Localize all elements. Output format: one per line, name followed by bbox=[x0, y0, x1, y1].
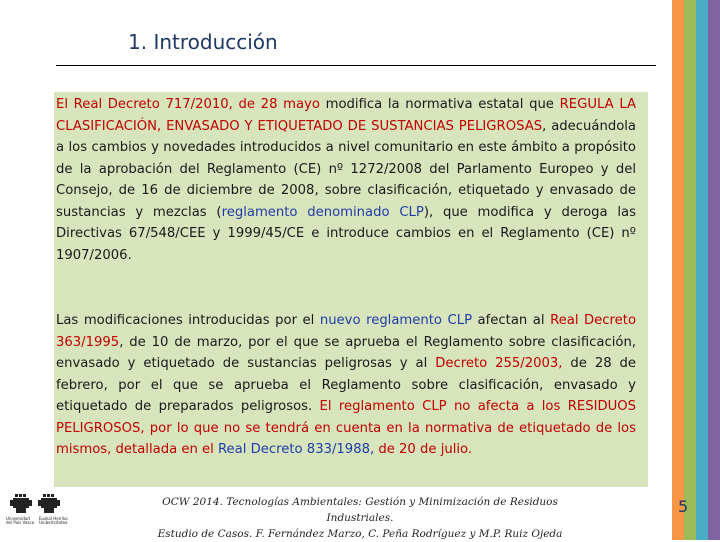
p2-decree-ref: Decreto 255/2003, bbox=[435, 356, 563, 371]
p1-caps-emphasis: REGULA LA CLASIFICACIÓN, ENVASADO Y ETIQUETADO DE SUSTANCIAS PELIGROSAS bbox=[56, 97, 636, 134]
p2-emphasis: de 20 de julio. bbox=[374, 442, 473, 457]
footer-line-1: OCW 2014. Tecnologías Ambientales: Gestión y Minimización de Residuos Industriales. bbox=[162, 496, 558, 524]
p1-decree-ref: El Real Decreto 717/2010, de 28 mayo bbox=[56, 97, 320, 112]
p2-emphasis: El reglamento CLP no afecta a los RESIDUOS PELIGROSOS, por lo que no se tendrá en cuenta en la normativa de etiquetado de los mismos, detallada en el bbox=[56, 399, 637, 457]
p2-text: afectan al bbox=[472, 313, 551, 328]
stripe-orange bbox=[672, 0, 684, 540]
page-number: 5 bbox=[678, 497, 689, 516]
slide-title: 1. Introducción bbox=[128, 30, 278, 54]
p2-decree-ref: Real Decreto 363/1995 bbox=[56, 313, 637, 350]
stripe-green bbox=[684, 0, 696, 540]
decorative-stripes bbox=[672, 0, 720, 540]
university-logo-icon bbox=[4, 492, 84, 530]
svg-text:Euskal HerrikoUnibertsitatea: Euskal Herriko Unibertsitatea bbox=[39, 516, 68, 525]
paragraph-2 bbox=[56, 310, 636, 461]
stripe-blue bbox=[696, 0, 708, 540]
p2-text: Las modificaciones introducidas por el bbox=[56, 313, 320, 328]
university-logo bbox=[4, 492, 84, 530]
p2-decree-ref: Real Decreto 833/1988, bbox=[217, 442, 375, 457]
title-divider bbox=[56, 65, 656, 66]
stripe-purple bbox=[708, 0, 720, 540]
p1-clp-ref: reglamento denominado CLP bbox=[221, 204, 424, 220]
footer-line-2: Estudio de Casos. F. Fernández Marzo, C. Peña Rodríguez y M.P. Ruiz Ojeda bbox=[157, 528, 563, 540]
p1-text: , adecuándola a los cambios y novedades introducidos a nivel comunitario en este ámbito a propósito de la aprobación del Reglamento (CE) nº 1272/2008 del Parlamento Europeo y del Consejo, de 16 de diciembre de 2008, sobre clasificación, etiquetado y envasado de sustancias y mezclas ( bbox=[56, 118, 637, 220]
p2-text: , de 10 de marzo, por el que se aprueba el Reglamento sobre clasificación, envasado y etiquetado de sustancias peligrosas y al bbox=[56, 334, 636, 371]
p1-text: modifica la normativa estatal que bbox=[319, 97, 560, 112]
svg-text:Universidaddel País Vasco: Universidad del País Vasco bbox=[6, 516, 35, 525]
footer-citation bbox=[140, 494, 580, 542]
p1-text: ), que modifica y deroga las Directivas 67/548/CEE y 1999/45/CE e introduce cambios en el Reglamento (CE) nº 1907/2006. bbox=[56, 204, 636, 263]
p2-clp-ref: nuevo reglamento CLP bbox=[319, 313, 473, 328]
paragraph-1 bbox=[56, 94, 636, 266]
p2-text: de 28 de febrero, por el que se aprueba el Reglamento sobre clasificación, envasado y etiquetado de preparados peligrosos. bbox=[56, 356, 637, 414]
